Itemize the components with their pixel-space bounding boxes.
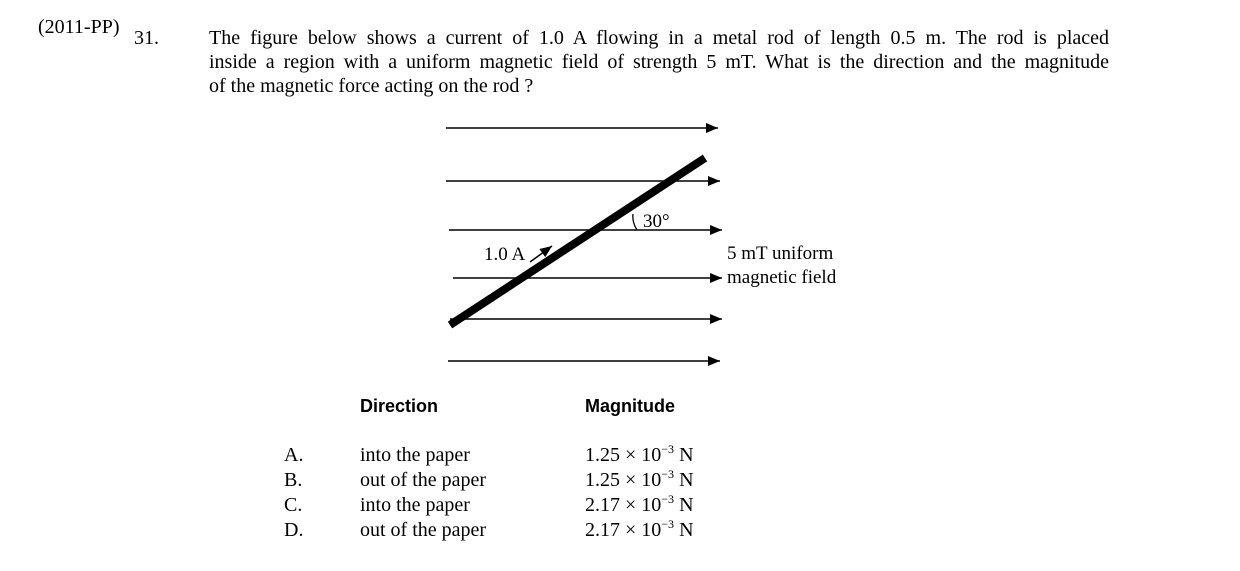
direction-header: Direction [360, 396, 439, 416]
option-letters [284, 443, 303, 543]
option-directions [360, 443, 486, 543]
magnitude-mantissa: 2.17 × 10 [585, 519, 662, 541]
field-label-line1: 5 mT uniform [727, 243, 834, 264]
angle-arc [633, 214, 637, 230]
option-letter-c: C. [284, 494, 303, 516]
magnitude-unit: N [674, 519, 694, 541]
option-letter-a: A. [284, 444, 304, 466]
magnitude-exponent: −3 [661, 492, 675, 506]
magnitude-mantissa: 1.25 × 10 [585, 469, 662, 491]
option-direction-a: into the paper [360, 444, 470, 466]
option-magnitude-d [585, 518, 694, 543]
question-number: 31. [134, 27, 159, 49]
magnitude-exponent: −3 [661, 467, 675, 481]
metal-rod [450, 158, 705, 325]
magnitude-exponent: −3 [661, 517, 675, 531]
magnitude-unit: N [674, 444, 694, 466]
stem-line-2: inside a region with a uniform magnetic field of strength 5 mT. What is the direction and the magnitude [209, 51, 1109, 73]
option-letter-b: B. [284, 469, 303, 491]
option-direction-c: into the paper [360, 494, 470, 516]
option-letter-d: D. [284, 519, 304, 541]
option-direction-d: out of the paper [360, 519, 487, 541]
angle-label: 30° [643, 211, 670, 232]
option-magnitude-a [585, 443, 694, 468]
field-label-line2: magnetic field [727, 267, 837, 288]
option-direction-b: out of the paper [360, 469, 487, 491]
magnitude-unit: N [674, 494, 694, 516]
current-label: 1.0 A [484, 244, 526, 265]
stem-line-3: of the magnetic force acting on the rod ? [209, 75, 534, 97]
stem-line-1: The figure below shows a current of 1.0 A flowing in a metal rod of length 0.5 m. The rod is placed [209, 27, 1109, 49]
option-magnitude-b [585, 468, 694, 493]
option-magnitudes [585, 443, 694, 543]
question-source-tag: (2011-PP) [38, 16, 120, 38]
magnitude-unit: N [674, 469, 694, 491]
option-magnitude-c [585, 493, 694, 518]
magnitude-exponent: −3 [661, 442, 675, 456]
magnitude-mantissa: 1.25 × 10 [585, 444, 662, 466]
magnitude-mantissa: 2.17 × 10 [585, 494, 662, 516]
magnitude-header: Magnitude [585, 396, 675, 416]
